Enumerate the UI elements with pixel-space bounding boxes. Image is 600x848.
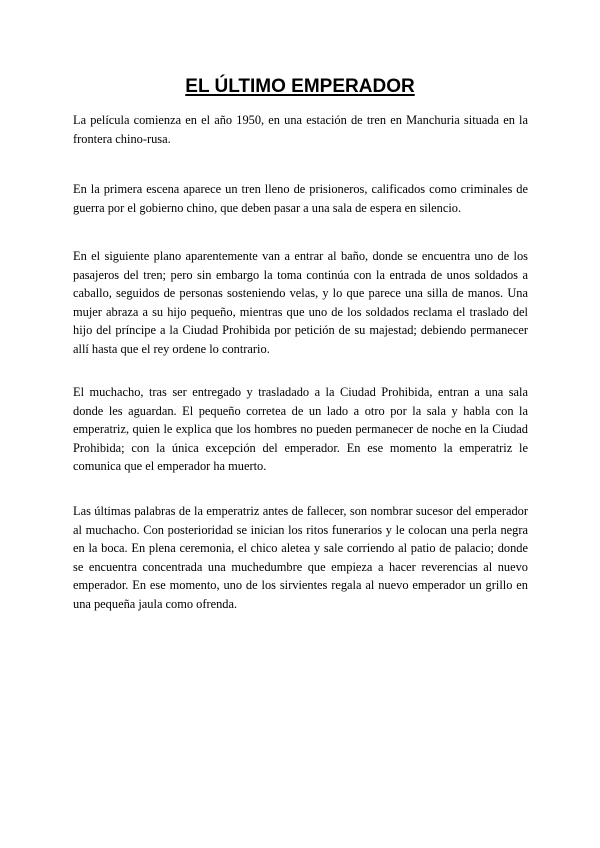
paragraph-3: En el siguiente plano aparentemente van a entrar al baño, donde se encuentra uno de los pasajeros del tren; pero sin embargo la toma continúa con la entrada de unos soldados a caballo, seguidos de personas sosteniendo velas, y lo que parece una silla de manos. Una mujer abraza a su hijo pequeño, mientras que uno de los soldados reclama el traslado del hijo del príncipe a la Ciudad Prohibida por petición de su majestad; debiendo permanecer allí hasta que el rey ordene lo contrario. xyxy=(73,249,528,356)
paragraph-4: El muchacho, tras ser entregado y trasladado a la Ciudad Prohibida, entran a una sala donde les aguardan. El pequeño corretea de un lado a otro por la sala y habla con la emperatriz, quien le explica que los hombres no pueden permanecer de noche en la Ciudad Prohibida; con la única excepción del emperador. En ese momento la emperatriz le comunica que el emperador ha muerto. xyxy=(73,385,528,474)
paragraph-1: La película comienza en el año 1950, en una estación de tren en Manchuria situada en la frontera chino-rusa. xyxy=(73,113,528,146)
paragraph-2: En la primera escena aparece un tren lleno de prisioneros, calificados como criminales de guerra por el gobierno chino, que deben pasar a una sala de espera en silencio. xyxy=(73,182,528,215)
document-title: EL ÚLTIMO EMPERADOR xyxy=(185,76,415,97)
paragraph-5: Las últimas palabras de la emperatriz antes de fallecer, son nombrar sucesor del emperador al muchacho. Con posterioridad se inician los ritos funerarios y le colocan una perla negra en la boca. En plena ceremonia, el chico aletea y sale corriendo al patio de palacio; donde se encuentra concentrada una muchedumbre que empieza a hacer reverencias al nuevo emperador. En ese momento, uno de los sirvientes regala al nuevo emperador un grillo en una pequeña jaula como ofrenda. xyxy=(73,504,528,611)
